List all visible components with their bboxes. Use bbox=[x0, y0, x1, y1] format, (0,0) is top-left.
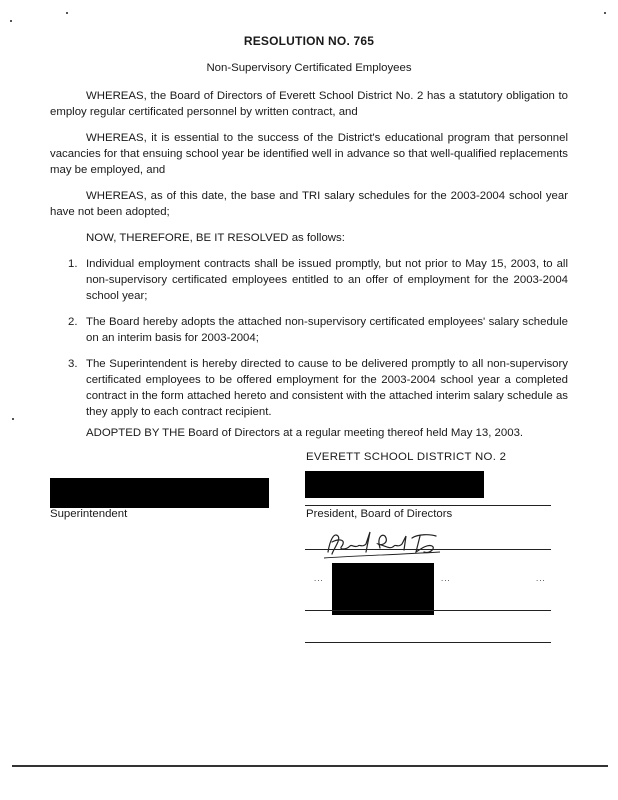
district-name: EVERETT SCHOOL DISTRICT NO. 2 bbox=[306, 451, 507, 463]
signature-line bbox=[305, 610, 551, 611]
signature-dots: ... bbox=[536, 574, 546, 583]
signature-line bbox=[305, 505, 551, 506]
scan-speck bbox=[10, 20, 12, 22]
whereas-paragraph-1: WHEREAS, the Board of Directors of Everett School District No. 2 has a statutory obligation to employ regular certificated personnel by written contract, and bbox=[50, 90, 568, 118]
redaction-block-director bbox=[332, 563, 434, 615]
handwritten-signature bbox=[320, 522, 450, 562]
whereas-paragraph-3: WHEREAS, as of this date, the base and TRI salary schedules for the 2003-2004 school year have not been adopted; bbox=[50, 190, 568, 218]
redaction-block-superintendent bbox=[50, 478, 269, 508]
signature-dots: ... bbox=[314, 574, 324, 583]
list-item bbox=[68, 356, 568, 420]
scan-speck bbox=[604, 12, 606, 14]
list-item-number: 2. bbox=[68, 316, 78, 328]
president-label: President, Board of Directors bbox=[306, 508, 453, 520]
whereas-paragraph-2: WHEREAS, it is essential to the success of the District's educational program that personnel vacancies for that ensuing school year be identified well in advance so that well-qualified replacements may be employed, and bbox=[50, 132, 568, 176]
resolved-paragraph: NOW, THEREFORE, BE IT RESOLVED as follows: bbox=[86, 232, 345, 244]
list-item bbox=[68, 314, 568, 346]
list-item bbox=[68, 256, 568, 304]
redaction-block-president bbox=[305, 471, 484, 498]
scan-speck bbox=[66, 12, 68, 14]
resolution-title: RESOLUTION NO. 765 bbox=[243, 34, 375, 48]
scan-speck bbox=[12, 418, 14, 420]
list-item-number: 1. bbox=[68, 258, 78, 270]
list-item-text: The Board hereby adopts the attached non-supervisory certificated employees' salary schedule on an interim basis for 2003-2004; bbox=[86, 316, 568, 344]
superintendent-label: Superintendent bbox=[50, 508, 128, 520]
signature-dots: ... bbox=[441, 574, 451, 583]
list-item-text: Individual employment contracts shall be issued promptly, but not prior to May 15, 2003, to all non-supervisory certificated employees entitled to an offer of employment for the 2003-2004 school year; bbox=[86, 258, 568, 302]
list-item-text: The Superintendent is hereby directed to cause to be delivered promptly to all non-supervisory certificated employees to be offered employment for the 2003-2004 school year a completed contract in the form attached hereto and consistent with the attached interim salary schedule as they apply to each contract recipient. bbox=[86, 358, 568, 418]
resolution-subtitle: Non-Supervisory Certificated Employees bbox=[206, 62, 412, 74]
adopted-statement: ADOPTED BY THE Board of Directors at a regular meeting thereof held May 13, 2003. bbox=[86, 427, 524, 439]
signature-line bbox=[305, 642, 551, 643]
signature-scribble-icon bbox=[320, 522, 450, 562]
list-item-number: 3. bbox=[68, 358, 78, 370]
footer-rule bbox=[12, 765, 608, 767]
